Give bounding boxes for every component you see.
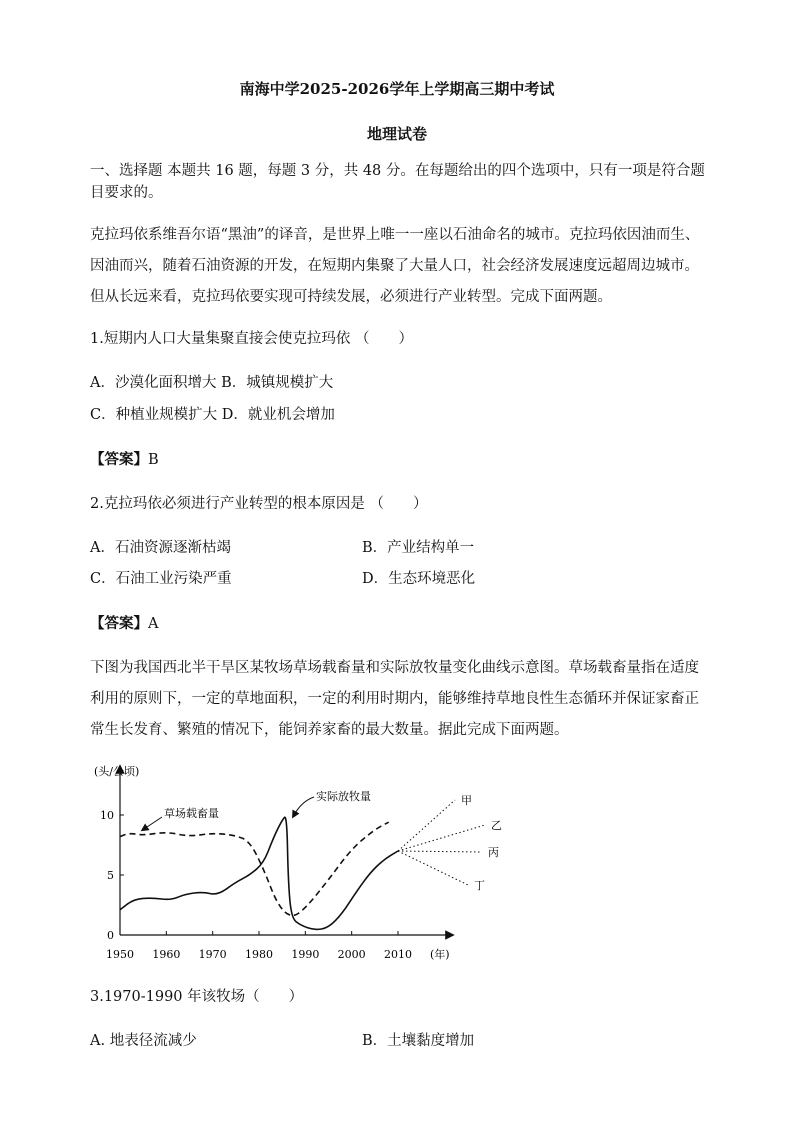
question-1-options-ab (90, 372, 333, 394)
projection-line (398, 851, 468, 885)
answer-value: A (148, 616, 159, 632)
answer-label: 【答案】 (90, 451, 148, 468)
x-axis-label: (年) (430, 948, 450, 961)
question-3-stem: 3.1970-1990 年该牧场（ ） (90, 989, 304, 1005)
carrying-capacity-pointer (144, 817, 162, 829)
x-tick-label: 2000 (337, 948, 366, 961)
question-1-option-d: D．就业机会增加 (221, 407, 335, 423)
question-1-stem: 1.短期内人口大量集聚直接会使克拉玛依 （ ） (90, 331, 413, 347)
exam-subtitle: 地理试卷 (366, 125, 427, 143)
projection-line (398, 800, 455, 851)
actual-grazing-pointer (294, 797, 314, 815)
question-1-options-cd (90, 404, 335, 426)
y-axis-label: (头/公顷) (94, 765, 140, 778)
question-2-option-d: D．生态环境恶化 (362, 571, 476, 587)
projection-line (398, 851, 482, 852)
actual-grazing-label: 实际放牧量 (316, 790, 371, 803)
exam-title: 南海中学2025-2026学年上学期高三期中考试 (239, 80, 555, 98)
section-instruction: 一、选择题 本题共 16 题，每题 3 分，共 48 分。在每题给出的四个选项中，只有一项是符合题目要求的。 (90, 163, 705, 201)
question-2-option-b: B．产业结构单一 (362, 540, 475, 556)
grassland-chart (80, 755, 520, 970)
question-2-option-c: C．石油工业污染严重 (90, 571, 232, 587)
x-tick-label: 1950 (106, 948, 134, 961)
question-3-option-b: B．土壤黏度增加 (362, 1033, 475, 1049)
y-tick-label: 10 (100, 809, 114, 822)
question-1-option-a: A．沙漠化面积增大 (90, 375, 217, 391)
projection-label: 甲 (461, 794, 472, 807)
question-2-stem: 2.克拉玛依必须进行产业转型的根本原因是 （ ） (90, 496, 428, 512)
carrying-capacity-line (120, 822, 389, 915)
projection-label: 丙 (488, 846, 499, 859)
y-tick-label: 5 (107, 869, 114, 882)
x-tick-label: 2010 (384, 948, 412, 961)
projection-line (398, 825, 485, 851)
carrying-capacity-label: 草场载畜量 (164, 807, 219, 820)
answer-value: B (148, 452, 159, 468)
question-1-option-b: B．城镇规模扩大 (221, 375, 334, 391)
actual-grazing-line (120, 817, 398, 929)
question-2-option-a: A．石油资源逐渐枯竭 (90, 540, 231, 556)
question-1-option-c: C．种植业规模扩大 (90, 407, 218, 423)
projection-label: 丁 (474, 879, 485, 892)
passage-karamay: 克拉玛依系维吾尔语“黑油”的译音，是世界上唯一一座以石油命名的城市。克拉玛依因油而生、因油而兴，随着石油资源的开发，在短期内集聚了大量人口，社会经济发展速度远超周边城市。但从长远来看，克拉玛依要实现可持续发展，必须进行产业转型。完成下面两题。 (90, 227, 700, 305)
passage-grassland: 下图为我国西北半干旱区某牧场草场载畜量和实际放牧量变化曲线示意图。草场载畜量指在适度利用的原则下，一定的草地面积，一定的利用时期内，能够维持草地良性生态循环并保证家畜正常生长发育、繁殖的情况下，能饲养家畜的最大数量。据此完成下面两题。 (90, 660, 699, 738)
projection-label: 乙 (491, 819, 502, 832)
x-tick-label: 1960 (152, 948, 181, 961)
x-tick-label: 1980 (245, 948, 273, 961)
question-1-answer (90, 449, 159, 471)
x-tick-label: 1990 (291, 948, 320, 961)
answer-label: 【答案】 (90, 615, 148, 632)
question-3-option-a: A. 地表径流减少 (90, 1033, 197, 1049)
x-tick-label: 1970 (198, 948, 227, 961)
question-2-answer (90, 613, 158, 635)
y-tick-label: 0 (107, 929, 114, 942)
